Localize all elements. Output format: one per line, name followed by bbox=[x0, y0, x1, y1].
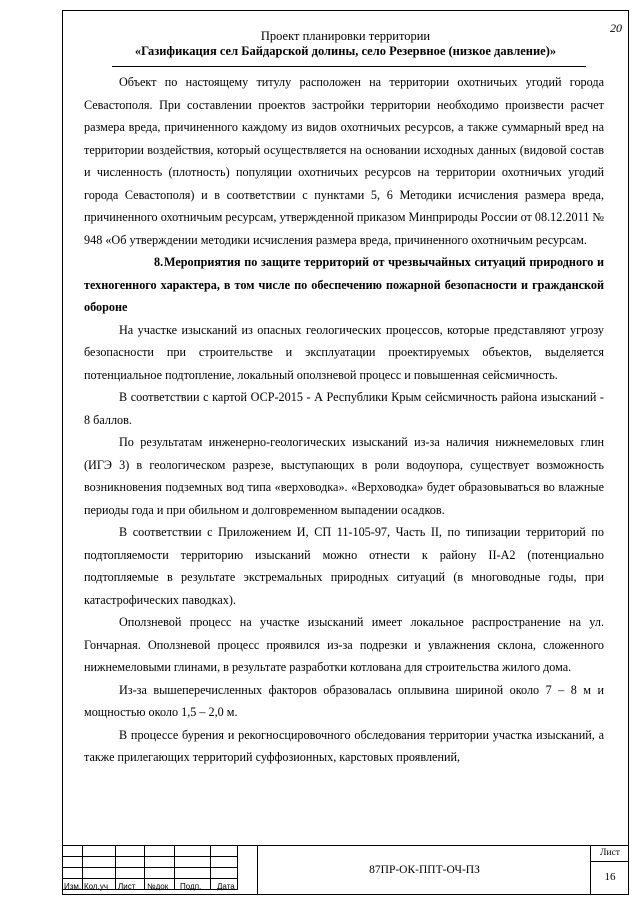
paragraph: На участке изысканий из опасных геологических процессов, которые представляют угрозу безопасности при строительстве и эксплуатации проектируемых объектов, выделяется потенциальное подтопление, локальный оползневой процесс и повышенная сейсмичность. bbox=[84, 322, 604, 382]
document-code bbox=[257, 845, 591, 895]
label-podp: Подп. bbox=[180, 882, 202, 891]
sheet-label: Лист bbox=[591, 845, 629, 862]
header-line-2: «Газификация сел Байдарской долины, село Резервное (низкое давление)» bbox=[134, 44, 557, 58]
label-list: Лист bbox=[118, 882, 136, 891]
sheet-cell bbox=[590, 845, 629, 895]
label-data: Дата bbox=[217, 882, 235, 891]
label-ndok: №док bbox=[147, 882, 169, 891]
paragraph: По результатам инженерно-геологических изысканий из-за наличия нижнемеловых глин (ИГЭ 3) в геологическом разрезе, выступающих в роли водоупора, существует возможность возникновения подземных вод типа «верховодка». «Верховодка» будет образовываться во влажные периоды года и при обильном и долговременном выпадении осадков. bbox=[84, 435, 604, 517]
header-divider bbox=[112, 66, 586, 67]
title-block bbox=[62, 845, 629, 895]
document-header bbox=[66, 29, 625, 59]
paragraph: В процессе бурения и рекогносцировочного обследования территории участка изысканий, а также прилегающих территорий суффозионных, карстовых проявлений, bbox=[84, 727, 604, 764]
label-izm: Изм. bbox=[64, 882, 82, 891]
paragraph: Из-за вышеперечисленных факторов образовалась оплывина шириной около 7 – 8 м и мощностью около 1,5 – 2,0 м. bbox=[84, 682, 604, 719]
section-number: 8. bbox=[154, 255, 164, 269]
paragraph: В соответствии с Приложением И, СП 11-105-97, Часть II, по типизации территорий по подтопляемости территорию изысканий можно отнести к району II-А2 (потенциально подтопляемые в результате экстремальных природных ситуаций (в многоводные годы, при катастрофических паводках). bbox=[84, 525, 604, 607]
paragraph: Объект по настоящему титулу расположен на территории охотничьих угодий города Севастополя. При составлении проектов застройки территории необходимо произвести расчет размера вреда, причиненного каждому из видов охотничьих ресурсов, а также суммарный вред на территории воздействия, который осуществляется на основании исходных данных (видовой состав и численность (плотность) популяции охотничьих ресурсов на территории охотничьих угодий города Севастополя) и в соответствии с пунктами 5, 6 Методики исчисления размера вреда, причиненного охотничьим ресурсам, утвержденной приказом Минприроды России от 08.12.2011 № 948 «Об утверждении методики исчисления размера вреда, причиненного охотничьим ресурсам. bbox=[84, 75, 604, 247]
page-number: 20 bbox=[610, 21, 622, 35]
document-code-text: 87ПР-ОК-ППТ-ОЧ-ПЗ bbox=[369, 864, 480, 876]
label-kol-uch: Кол.уч bbox=[84, 882, 108, 891]
document-body bbox=[84, 71, 604, 769]
section-title: Мероприятия по защите территорий от чрезвычайных ситуаций природного и техногенного характера, в том числе по обеспечению пожарной безопасности и гражданской обороне bbox=[84, 255, 604, 314]
sheet-number: 16 bbox=[604, 871, 616, 883]
paragraph: В соответствии с картой ОСР-2015 - А Республики Крым сейсмичность района изысканий - 8 баллов. bbox=[84, 390, 604, 427]
section-heading bbox=[84, 251, 604, 319]
header-line-1: Проект планировки территории bbox=[260, 29, 431, 43]
paragraph: Оползневой процесс на участке изысканий имеет локальное распространение на ул. Гончарная. Оползневой процесс проявился из-за подрезки и увлажнения склона, сложенного нижнемеловыми глинами, в результате разработки котлована для строительства жилого дома. bbox=[84, 615, 604, 674]
